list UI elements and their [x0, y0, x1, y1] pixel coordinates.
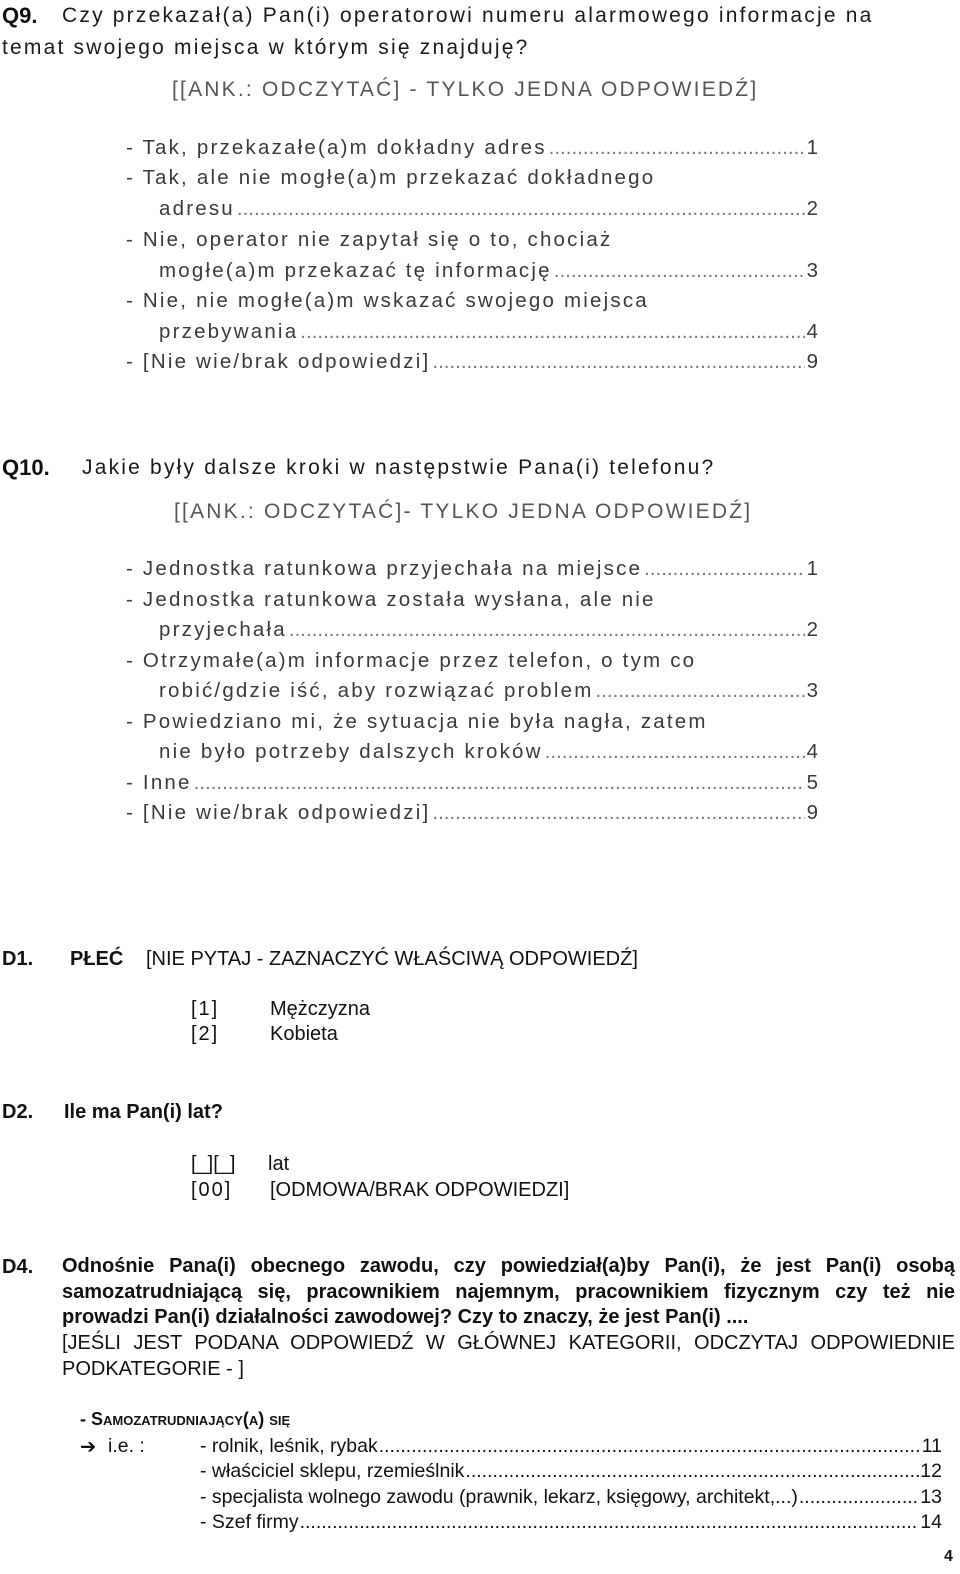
option-label: - rolnik, leśnik, rybak	[200, 1435, 378, 1457]
option-code: 9	[806, 801, 818, 824]
d2-option-2-text: [ODMOWA/BRAK ODPOWIEDZI]	[270, 1179, 570, 1201]
q9-option-5[interactable]	[126, 350, 818, 380]
q9-option-3-line1: - Nie, operator nie zapytał się o to, chociaż	[126, 228, 613, 251]
option-label: - Tak, przekazałe(a)m dokładny adres	[126, 136, 547, 159]
option-code: 4	[806, 320, 818, 343]
dot-leader	[465, 1460, 919, 1483]
dot-leader	[545, 740, 805, 764]
option-code: 4	[806, 740, 818, 763]
dot-leader	[554, 259, 805, 283]
option-code: 13	[920, 1486, 942, 1508]
q10-instruction: [[ANK.: ODCZYTAĆ]- TYLKO JEDNA ODPOWIEDŹ]	[174, 500, 753, 523]
option-code: 9	[806, 350, 818, 373]
d2-question: Ile ma Pan(i) lat?	[64, 1101, 223, 1123]
option-label: - [Nie wie/brak odpowiedzi]	[126, 350, 431, 373]
option-code: 1	[806, 557, 818, 580]
option-code: 11	[921, 1435, 942, 1457]
d2-option-2-code[interactable]: [00]	[191, 1179, 233, 1201]
dot-leader	[300, 320, 804, 344]
d1-option-1-text: Mężczyzna	[270, 998, 371, 1020]
dot-leader	[596, 679, 805, 703]
option-code: 14	[920, 1511, 942, 1533]
d4-question: Odnośnie Pana(i) obecnego zawodu, czy powiedział(a)by Pan(i), że jest Pan(i) osobą samozatrudniającą się, pracownikiem najemnym, pracownikiem fizycznym czy też nie prowadzi Pan(i) działalności zawodowej? Czy to znaczy, że jest Pan(i) ....	[62, 1255, 955, 1328]
d1-instruction: [NIE PYTAJ - ZAZNACZYĆ WŁAŚCIWĄ ODPOWIEDŹ]	[146, 948, 638, 970]
option-label: - właściciel sklepu, rzemieślnik	[200, 1460, 465, 1482]
q10-option-1[interactable]	[126, 557, 818, 587]
arrow-right-icon: ➔	[80, 1436, 97, 1458]
page-number: 4	[944, 1548, 953, 1565]
option-code: 1	[806, 136, 818, 159]
option-label: - Szef firmy	[200, 1511, 299, 1533]
q10-option-3-line1: - Otrzymałe(a)m informacje przez telefon, o tym co	[126, 649, 697, 672]
d4-option-13[interactable]	[200, 1486, 942, 1509]
q10-option-4[interactable]	[159, 740, 818, 770]
option-label: - specjalista wolnego zawodu (prawnik, lekarz, księgowy, architekt,...)	[200, 1486, 798, 1508]
dot-leader	[432, 801, 804, 825]
d4-ie-label: i.e. :	[108, 1435, 145, 1457]
option-label: - Inne	[126, 771, 192, 794]
option-label: - [Nie wie/brak odpowiedzi]	[126, 801, 431, 824]
q10-number: Q10.	[2, 455, 50, 480]
d1-option-2-code[interactable]: [2]	[191, 1023, 220, 1045]
q9-number: Q9.	[2, 3, 38, 28]
q10-option-2[interactable]	[159, 618, 818, 648]
q9-question-line1: Czy przekazał(a) Pan(i) operatorowi numeru alarmowego informacje na	[62, 4, 874, 27]
d2-option-1-text: lat	[268, 1153, 290, 1175]
d4-number: D4.	[2, 1256, 34, 1278]
dot-leader	[237, 197, 805, 221]
option-label: - Jednostka ratunkowa przyjechała na miejsce	[126, 557, 643, 580]
option-label: adresu	[159, 197, 235, 220]
q9-option-3[interactable]	[159, 259, 818, 289]
q9-option-2-line1: - Tak, ale nie mogłe(a)m przekazać dokładnego	[126, 166, 656, 189]
d4-question-block	[62, 1254, 955, 1331]
option-label: nie było potrzeby dalszych kroków	[159, 740, 543, 763]
d1-number: D1.	[2, 948, 34, 970]
dot-leader	[432, 350, 804, 374]
d4-instruction: [JEŚLI JEST PODANA ODPOWIEDŹ W GŁÓWNEJ KATEGORII, ODCZYTAJ ODPOWIEDNIE PODKATEGORIE - ]	[62, 1332, 955, 1380]
q10-option-3[interactable]	[159, 679, 818, 709]
option-code: 2	[806, 618, 818, 641]
d2-number: D2.	[2, 1101, 34, 1123]
d4-option-11[interactable]	[200, 1435, 942, 1458]
dot-leader	[549, 136, 805, 160]
d4-option-12[interactable]	[200, 1460, 942, 1483]
option-code: 5	[806, 771, 818, 794]
dot-leader	[644, 557, 804, 581]
d2-option-1-code[interactable]: [_][_]	[191, 1153, 236, 1175]
dot-leader	[300, 1511, 920, 1534]
q9-question-line2: temat swojego miejsca w którym się znajduję?	[2, 36, 530, 59]
option-code: 3	[806, 679, 818, 702]
d4-option-14[interactable]	[200, 1511, 942, 1534]
dot-leader	[194, 771, 805, 795]
dot-leader	[289, 618, 805, 642]
option-label: przyjechała	[159, 618, 287, 641]
q10-option-5[interactable]	[126, 771, 818, 801]
option-label: mogłe(a)m przekazać tę informację	[159, 259, 552, 282]
q9-option-4-line1: - Nie, nie mogłe(a)m wskazać swojego miejsca	[126, 289, 649, 312]
q10-question: Jakie były dalsze kroki w następstwie Pana(i) telefonu?	[82, 456, 716, 479]
d1-label: PŁEĆ	[70, 948, 124, 970]
q9-instruction: [[ANK.: ODCZYTAĆ] - TYLKO JEDNA ODPOWIEDŹ]	[172, 78, 759, 101]
q10-option-4-line1: - Powiedziano mi, że sytuacja nie była nagła, zatem	[126, 710, 708, 733]
option-code: 3	[806, 259, 818, 282]
option-code: 2	[806, 197, 818, 220]
option-label: przebywania	[159, 320, 299, 343]
q9-option-2[interactable]	[159, 197, 818, 227]
option-code: 12	[920, 1460, 942, 1482]
q10-option-2-line1: - Jednostka ratunkowa została wysłana, ale nie	[126, 588, 656, 611]
option-label: robić/gdzie iść, aby rozwiązać problem	[159, 679, 594, 702]
d4-category: - Samozatrudniający(a) się	[80, 1409, 291, 1429]
dot-leader	[379, 1435, 921, 1458]
q10-option-6[interactable]	[126, 801, 818, 831]
d1-option-2-text: Kobieta	[270, 1023, 338, 1045]
d1-option-1-code[interactable]: [1]	[191, 998, 220, 1020]
dot-leader	[799, 1486, 919, 1509]
q9-option-4[interactable]	[159, 320, 818, 350]
q9-option-1[interactable]	[126, 136, 818, 166]
